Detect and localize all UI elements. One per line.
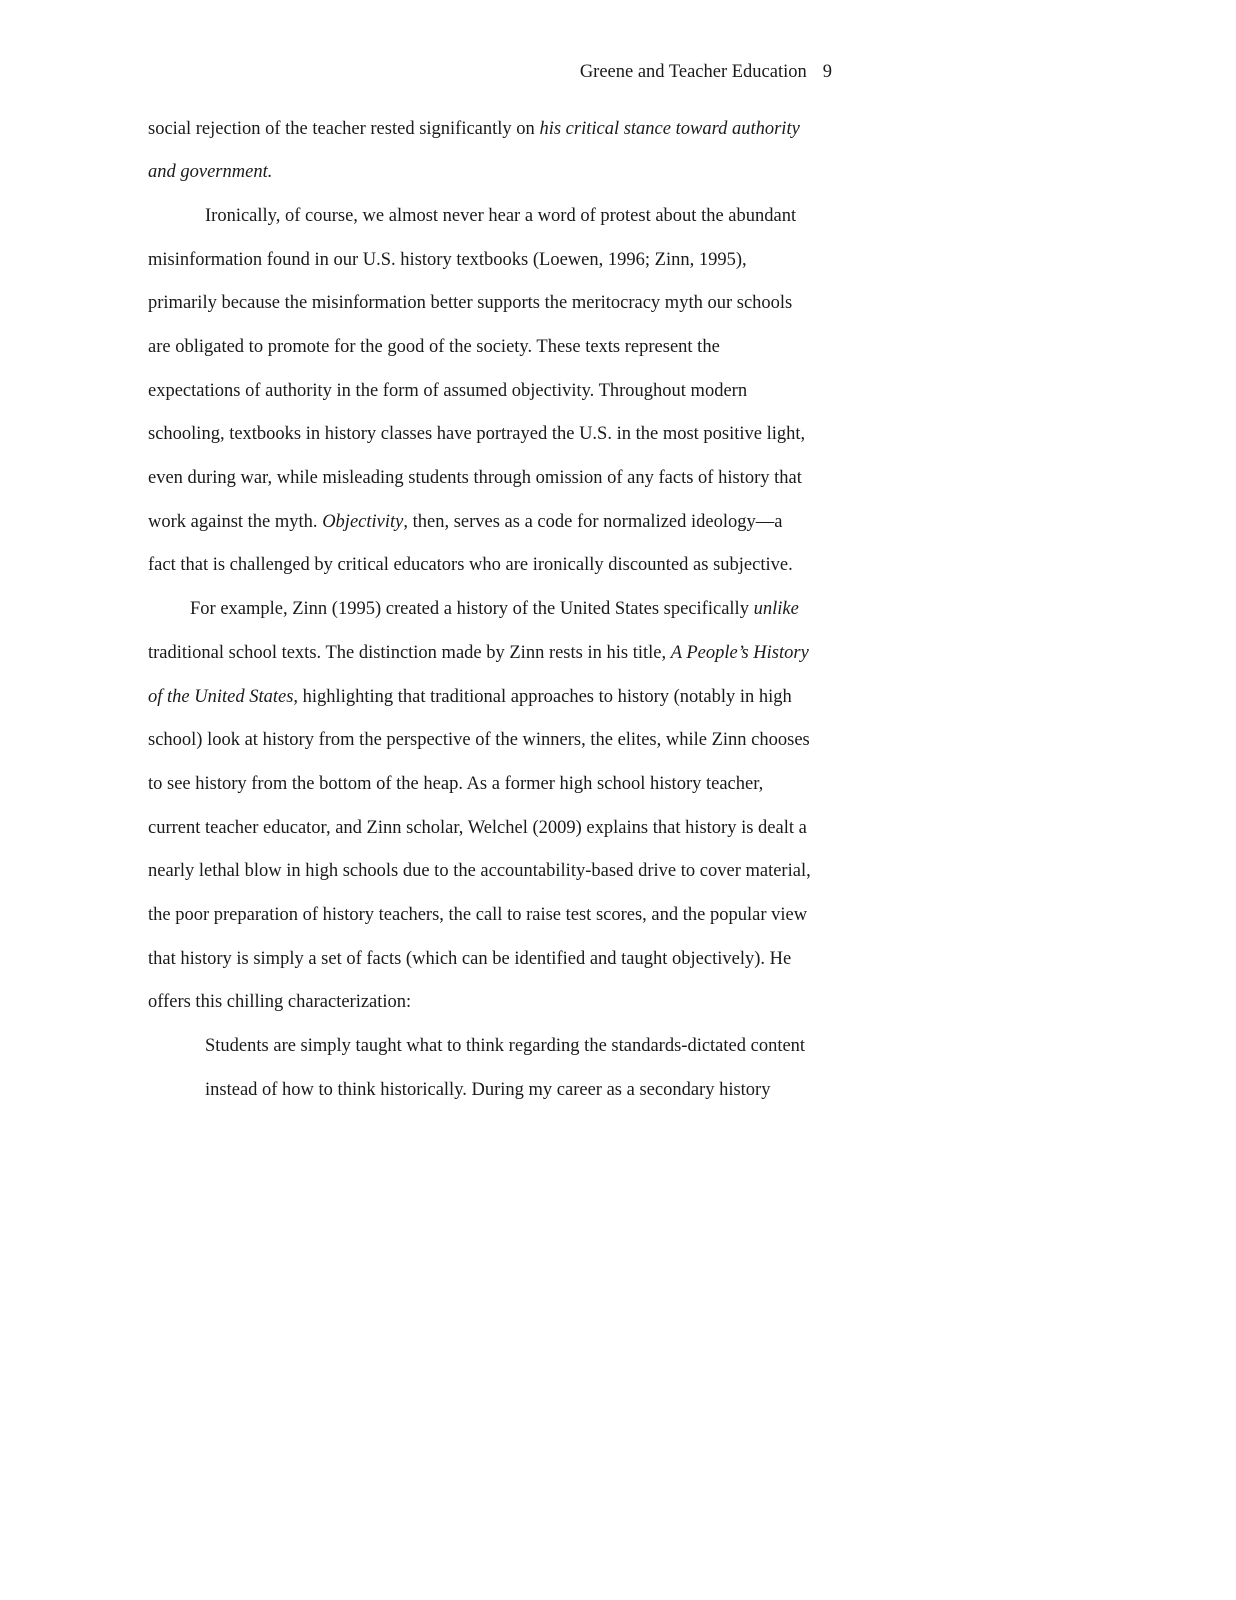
paragraph-3-line-7: nearly lethal blow in high schools due to the accountability-based drive to cover material, bbox=[148, 861, 811, 881]
italic-text-run: A People’s History bbox=[670, 643, 809, 663]
paragraph-3-line-1 bbox=[190, 597, 799, 621]
paragraph-2-line-3: primarily because the misinformation better supports the meritocracy myth our schools bbox=[148, 293, 793, 313]
text-run: , highlighting that traditional approaches to history (notably in high bbox=[293, 687, 792, 707]
italic-text-run: unlike bbox=[753, 599, 799, 619]
page-number: 9 bbox=[822, 62, 832, 82]
block-quote-line-2: instead of how to think historically. During my career as a secondary history bbox=[205, 1080, 771, 1100]
paragraph-3-line-5: to see history from the bottom of the heap. As a former high school history teacher, bbox=[148, 774, 764, 794]
paragraph-3-line-6: current teacher educator, and Zinn scholar, Welchel (2009) explains that history is dealt a bbox=[148, 818, 807, 838]
running-head bbox=[0, 60, 832, 84]
paragraph-3-line-10: offers this chilling characterization: bbox=[148, 992, 412, 1012]
paragraph-1-line-2 bbox=[148, 160, 272, 184]
paragraph-2-line-9: fact that is challenged by critical educators who are ironically discounted as subjective. bbox=[148, 555, 793, 575]
paragraph-3-line-4: school) look at history from the perspective of the winners, the elites, while Zinn chooses bbox=[148, 730, 810, 750]
text-run: social rejection of the teacher rested significantly on bbox=[148, 119, 540, 139]
paragraph-2-line-2: misinformation found in our U.S. history textbooks (Loewen, 1996; Zinn, 1995), bbox=[148, 250, 747, 270]
paragraph-2-line-8 bbox=[148, 510, 782, 534]
text-run: work against the myth. bbox=[148, 512, 323, 532]
paragraph-3-line-2 bbox=[148, 641, 809, 665]
italic-text-run: and government. bbox=[148, 162, 273, 182]
text-run: , then, serves as a code for normalized ideology—a bbox=[403, 512, 783, 532]
paragraph-3-line-8: the poor preparation of history teachers, the call to raise test scores, and the popular view bbox=[148, 905, 808, 925]
paragraph-2-line-4: are obligated to promote for the good of the society. These texts represent the bbox=[148, 337, 720, 357]
italic-text-run: Objectivity bbox=[322, 512, 404, 532]
text-run: For example, Zinn (1995) created a history of the United States specifically bbox=[190, 599, 754, 619]
italic-text-run: his critical stance toward authority bbox=[539, 119, 800, 139]
paragraph-2-line-7: even during war, while misleading students through omission of any facts of history that bbox=[148, 468, 802, 488]
paragraph-1-line-1 bbox=[148, 117, 800, 141]
paragraph-3-line-9: that history is simply a set of facts (which can be identified and taught objectively). He bbox=[148, 949, 792, 969]
paragraph-2-line-5: expectations of authority in the form of assumed objectivity. Throughout modern bbox=[148, 381, 748, 401]
running-head-title: Greene and Teacher Education bbox=[579, 62, 807, 82]
paragraph-2-line-1: Ironically, of course, we almost never hear a word of protest about the abundant bbox=[205, 206, 797, 226]
italic-text-run: of the United States bbox=[148, 687, 294, 707]
text-run: traditional school texts. The distinction made by Zinn rests in his title, bbox=[148, 643, 671, 663]
paragraph-3-line-3 bbox=[148, 685, 792, 709]
paragraph-2-line-6: schooling, textbooks in history classes have portrayed the U.S. in the most positive light, bbox=[148, 424, 806, 444]
block-quote-line-1: Students are simply taught what to think regarding the standards-dictated content bbox=[205, 1036, 806, 1056]
